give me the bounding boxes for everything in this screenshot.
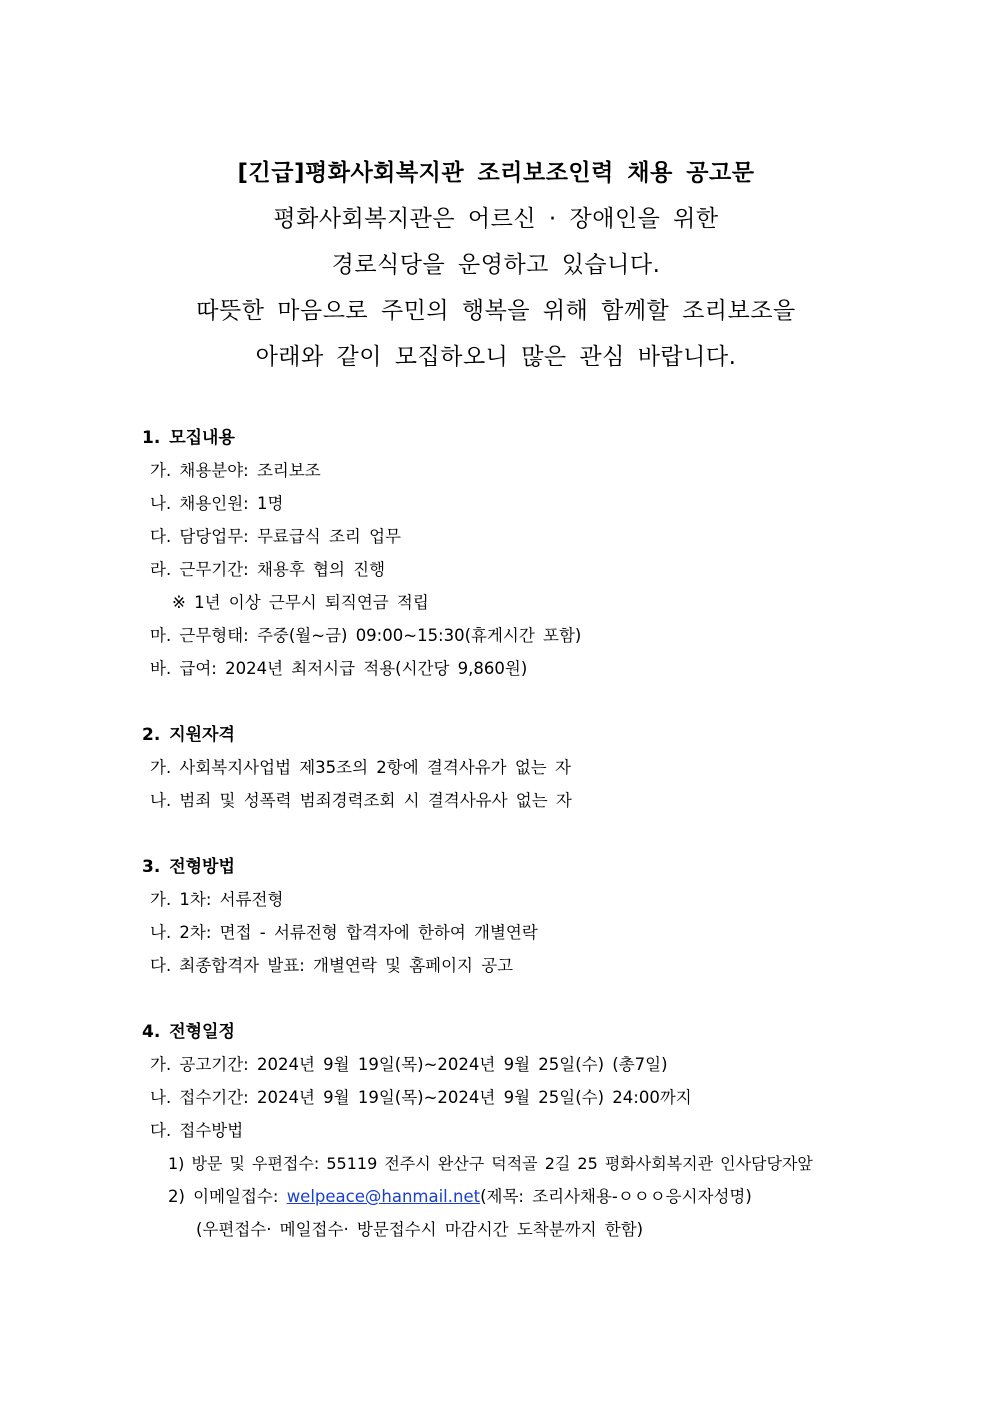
email-line [168, 1186, 752, 1208]
title-block [0, 158, 992, 388]
section-heading: 3. 전형방법 [142, 857, 235, 877]
list-item: 다. 접수방법 [150, 1121, 244, 1140]
section-heading: 4. 전형일정 [142, 1022, 235, 1042]
list-item: 나. 채용인원: 1명 [150, 494, 284, 513]
intro-line: 따뜻한 마음으로 주민의 행복을 위해 함께할 조리보조을 [196, 298, 796, 324]
list-note: ※ 1년 이상 근무시 퇴직연금 적립 [172, 593, 429, 612]
list-item: 가. 1차: 서류전형 [150, 890, 284, 909]
list-item: 마. 근무형태: 주중(월~금) 09:00~15:30(휴게시간 포함) [150, 626, 582, 645]
list-item: 나. 범죄 및 성폭력 범죄경력조회 시 결격사유사 없는 자 [150, 791, 572, 810]
section-heading: 2. 지원자격 [142, 725, 235, 745]
intro-line: 아래와 같이 모집하오니 많은 관심 바랍니다. [255, 344, 737, 370]
intro-line: 경로식당을 운영하고 있습니다. [331, 252, 661, 278]
list-subitem: 1) 방문 및 우편접수: 55119 전주시 완산구 덕적골 2길 25 평화사회복지관 인사담당자앞 [168, 1154, 813, 1173]
list-item: 바. 급여: 2024년 최저시급 적용(시간당 9,860원) [150, 659, 528, 678]
list-item: 나. 2차: 면접 - 서류전형 합격자에 한하여 개별연락 [150, 923, 538, 942]
list-item: 가. 채용분야: 조리보조 [150, 461, 321, 480]
email-prefix: 2) 이메일접수: [168, 1187, 287, 1206]
email-link[interactable]: welpeace@hanmail.net [286, 1187, 481, 1206]
list-item: 가. 사회복지사업법 제35조의 2항에 결격사유가 없는 자 [150, 758, 571, 777]
list-item: 라. 근무기간: 채용후 협의 진행 [150, 560, 386, 579]
list-item: 다. 최종합격자 발표: 개별연락 및 홈페이지 공고 [150, 956, 514, 975]
list-item: 가. 공고기간: 2024년 9월 19일(목)~2024년 9월 25일(수) (총7일) [150, 1055, 668, 1074]
document-title: [긴급]평화사회복지관 조리보조인력 채용 공고문 [237, 160, 755, 186]
email-subject-note: (제목: 조리사채용-ㅇㅇㅇ응시자성명) [480, 1187, 752, 1206]
intro-line: 평화사회복지관은 어르신 · 장애인을 위한 [273, 206, 719, 232]
list-item: 나. 접수기간: 2024년 9월 19일(목)~2024년 9월 25일(수) 24:00까지 [150, 1088, 692, 1107]
deadline-note: (우편접수· 메일접수· 방문접수시 마감시간 도착분까지 한함) [196, 1220, 644, 1239]
section-heading: 1. 모집내용 [142, 428, 235, 448]
list-item: 다. 담당업무: 무료급식 조리 업무 [150, 527, 401, 546]
